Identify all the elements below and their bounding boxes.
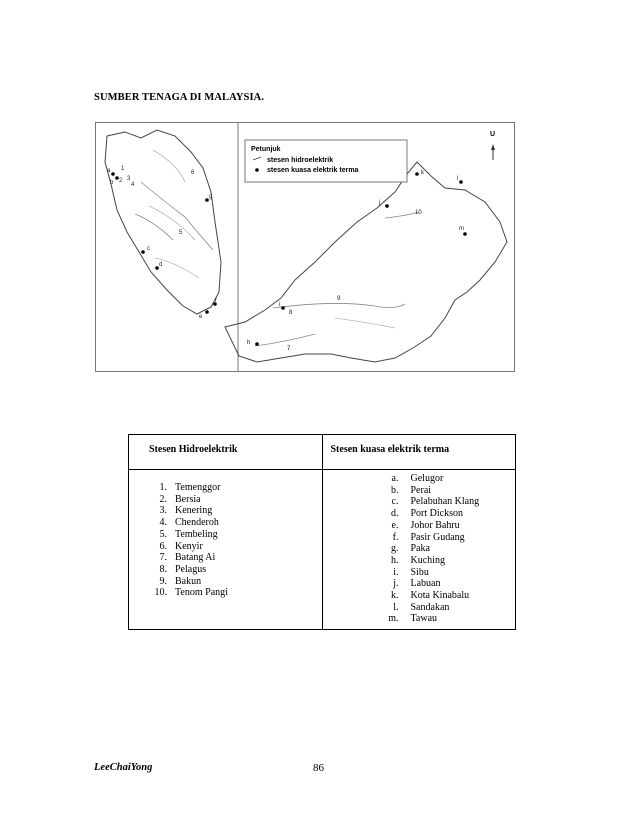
hydro-station-item-number: 2. [159, 493, 167, 505]
hydro-marker-6: 6 [191, 170, 195, 176]
thermal-station-item [323, 602, 516, 614]
thermal-station-item-number: c. [391, 496, 399, 508]
hydro-marker-10: 10 [415, 210, 422, 216]
thermal-station-item-name: Tawau [410, 613, 438, 625]
north-label: U [490, 131, 496, 138]
hydro-station-item [129, 529, 322, 541]
thermal-marker-d: d [159, 262, 163, 268]
thermal-station-item-name: Labuan [410, 578, 441, 590]
hydro-station-item [129, 505, 322, 517]
page-heading: SUMBER TENAGA DI MALAYSIA. [94, 92, 265, 103]
thermal-station-item-number: k. [391, 590, 399, 602]
thermal-station-item [323, 590, 516, 602]
thermal-list-cell [322, 470, 516, 630]
hydro-station-item-number: 4. [159, 517, 167, 529]
hydro-station-item [129, 587, 322, 599]
hydro-station-item-number: 5. [159, 528, 167, 540]
thermal-marker-b: b [110, 180, 114, 186]
hydro-station-item-number: 7. [159, 552, 167, 564]
hydro-station-item-number: 9. [159, 575, 167, 587]
hydro-marker-1: 1 [121, 166, 125, 172]
hydro-station-item-name: Kenyir [175, 540, 203, 552]
thermal-station-item [323, 578, 516, 590]
hydro-station-item-number: 3. [159, 505, 167, 517]
hydro-station-item-name: Pelagus [175, 563, 207, 575]
thermal-station-item-name: Johor Bahru [410, 519, 460, 531]
hydro-station-item-name: Chenderoh [175, 517, 219, 529]
footer-author: LeeChaiYong [94, 762, 153, 773]
thermal-station-item-name: Pasir Gudang [410, 531, 465, 543]
hydro-station-item-name: Tembeling [175, 528, 218, 540]
thermal-station-item-number: j. [393, 578, 399, 590]
thermal-station-item-name: Gelugor [410, 473, 444, 484]
thermal-marker-k: k [421, 170, 424, 176]
thermal-list [323, 473, 516, 625]
thermal-station-item-number: f. [392, 531, 399, 543]
stations-table [128, 434, 516, 630]
thermal-station-item [323, 473, 516, 485]
hydro-station-item-number: 10. [154, 587, 167, 599]
thermal-station-item [323, 543, 516, 555]
hydro-station-item-name: Kenering [175, 505, 213, 517]
thermal-station-item-number: m. [388, 613, 399, 625]
hydro-station-item [129, 576, 322, 588]
thermal-marker-i: i [279, 302, 281, 308]
thermal-station-item-number: g. [391, 543, 399, 555]
hydro-station-item [129, 517, 322, 529]
hydro-marker-8: 8 [289, 310, 293, 316]
hydro-station-item [129, 482, 322, 494]
hydro-station-item-number: 6. [159, 540, 167, 552]
hydro-station-item-number: 1. [159, 482, 167, 493]
thermal-marker-g: g [209, 194, 213, 200]
hydro-marker-9: 9 [337, 296, 341, 302]
thermal-station-item [323, 496, 516, 508]
thermal-station-item-name: Sandakan [410, 601, 450, 613]
thermal-station-item-name: Perai [410, 484, 432, 496]
thermal-station-item [323, 508, 516, 520]
legend-hydro-label: stesen hidroelektrik [267, 157, 334, 164]
thermal-station-item [323, 613, 516, 625]
thermal-station-item-number: e. [391, 519, 399, 531]
thermal-station-item-number: d. [391, 508, 399, 520]
thermal-station-item-name: Pelabuhan Klang [410, 496, 480, 508]
page-number: 86 [313, 762, 324, 774]
hydro-marker-5: 5 [179, 230, 183, 236]
hydro-station-item [129, 552, 322, 564]
thermal-marker-e: e [199, 314, 203, 320]
thermal-station-item [323, 555, 516, 567]
thermal-marker-l: l [457, 176, 459, 182]
hydro-station-item-name: Bakun [175, 575, 202, 587]
thermal-station-item-name: Sibu [410, 566, 429, 578]
legend-thermal-label: stesen kuasa elektrik terma [267, 167, 359, 174]
hydro-station-item [129, 564, 322, 576]
malaysia-energy-map [95, 122, 515, 372]
header-hydro: Stesen Hidroelektrik [129, 435, 323, 470]
thermal-station-item-name: Kota Kinabalu [410, 590, 470, 602]
thermal-station-item-name: Paka [410, 543, 430, 555]
thermal-station-item [323, 532, 516, 544]
hydro-station-item-name: Batang Ai [175, 552, 216, 564]
thermal-marker-m: m [459, 226, 464, 232]
header-thermal: Stesen kuasa elektrik terma [322, 435, 516, 470]
thermal-station-item [323, 567, 516, 579]
hydro-station-item-number: 8. [159, 563, 167, 575]
thermal-station-item-number: a. [391, 473, 399, 484]
thermal-station-item-number: b. [391, 484, 399, 496]
thermal-marker-a: a [107, 168, 111, 174]
thermal-station-item-number: h. [391, 554, 399, 566]
hydro-station-item-name: Temenggor [175, 482, 221, 493]
legend-title: Petunjuk [251, 146, 281, 153]
thermal-marker-j: j [379, 200, 381, 206]
thermal-station-item-name: Port Dickson [410, 508, 463, 520]
thermal-marker-f: f [215, 298, 217, 304]
thermal-station-item-number: l. [393, 601, 399, 613]
hydro-marker-7: 7 [287, 346, 291, 352]
thermal-marker-c: c [147, 246, 150, 252]
hydro-station-item-name: Bersia [175, 493, 201, 505]
hydro-station-item [129, 494, 322, 506]
thermal-station-item-number: i. [393, 566, 399, 578]
thermal-marker-h: h [247, 340, 251, 346]
hydro-marker-4: 4 [131, 182, 135, 188]
thermal-station-item [323, 520, 516, 532]
hydro-marker-3: 3 [127, 176, 131, 182]
thermal-symbol-icon [255, 168, 259, 172]
thermal-station-item-name: Kuching [410, 554, 445, 566]
hydro-list [129, 482, 322, 599]
hydro-marker-2: 2 [119, 178, 123, 184]
hydro-list-cell [129, 470, 323, 630]
thermal-station-item [323, 485, 516, 497]
hydro-station-item-name: Tenom Pangi [175, 587, 228, 599]
hydro-station-item [129, 541, 322, 553]
